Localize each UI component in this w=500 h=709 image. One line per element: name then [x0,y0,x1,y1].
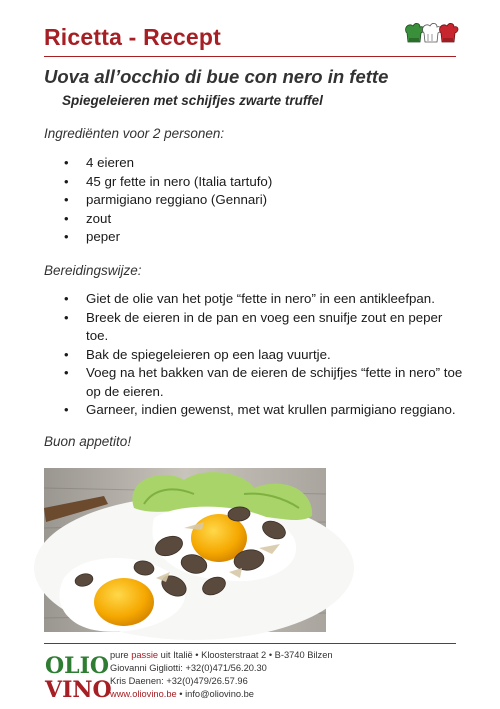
ingredients-heading: Ingrediënten voor 2 personen: [44,126,225,141]
website-link[interactable]: www.oliovino.be [110,689,177,699]
oliovino-logo-svg [44,652,112,703]
tagline-address: uit Italië • Kloosterstraat 2 • B-3740 Bilzen [158,650,333,660]
list-item: • Giet de olie van het potje “fette in nero” in een antikleefpan. [44,290,464,309]
tagline-prefix: pure [110,650,132,660]
footer-web-line [110,688,333,701]
recipe-photo [44,468,326,632]
oliovino-logo [44,652,112,703]
list-item: • parmigiano reggiano (Gennari) [44,191,464,210]
logo-vino-text: VINO [45,677,112,703]
footer-tagline [110,649,333,662]
footer-contact-block [110,649,333,701]
green-chef-hat-icon [406,23,424,42]
header-divider [44,56,456,57]
logo-olio-text: OLIO [45,653,110,679]
ingredients-list [44,154,464,247]
list-item: • Garneer, indien gewenst, met wat krullen parmigiano reggiano. [44,401,464,420]
footer-contact-kris: Kris Daenen: +32(0)479/26.57.96 [110,676,248,686]
preparation-steps [44,290,464,420]
email-link[interactable]: info@oliovino.be [185,689,254,699]
red-chef-hat-icon [440,23,458,42]
footer-separator: • [176,689,186,699]
recipe-title-dutch: Spiegeleieren met schijfjes zwarte truffel [62,93,323,108]
list-item: • 4 eieren [44,154,464,173]
fried-eggs-truffle-image [44,468,326,632]
header [44,22,458,56]
list-item: • peper [44,228,464,247]
closing-text: Buon appetito! [44,434,132,449]
chef-hats-icon [404,22,456,46]
list-item: • Bak de spiegeleieren op een laag vuurtje. [44,346,464,365]
footer-contact-giovanni: Giovanni Gigliotti: +32(0)471/56.20.30 [110,663,267,673]
list-item: • Breek de eieren in de pan en voeg een snuifje zout en peper toe. [44,309,464,346]
recipe-title-italian: Uova all’occhio di bue con nero in fette [44,66,389,87]
white-chef-hat-icon [423,23,441,42]
chef-hat-icons-svg [404,22,456,46]
footer-divider [44,643,456,644]
tagline-highlight: passie [131,650,159,660]
page-title: Ricetta - Recept [44,24,222,50]
list-item: • zout [44,210,464,229]
preparation-heading: Bereidingswijze: [44,263,142,278]
list-item: • Voeg na het bakken van de eieren de schijfjes “fette in nero” toe op de eieren. [44,364,464,401]
list-item: • 45 gr fette in nero (Italia tartufo) [44,173,464,192]
